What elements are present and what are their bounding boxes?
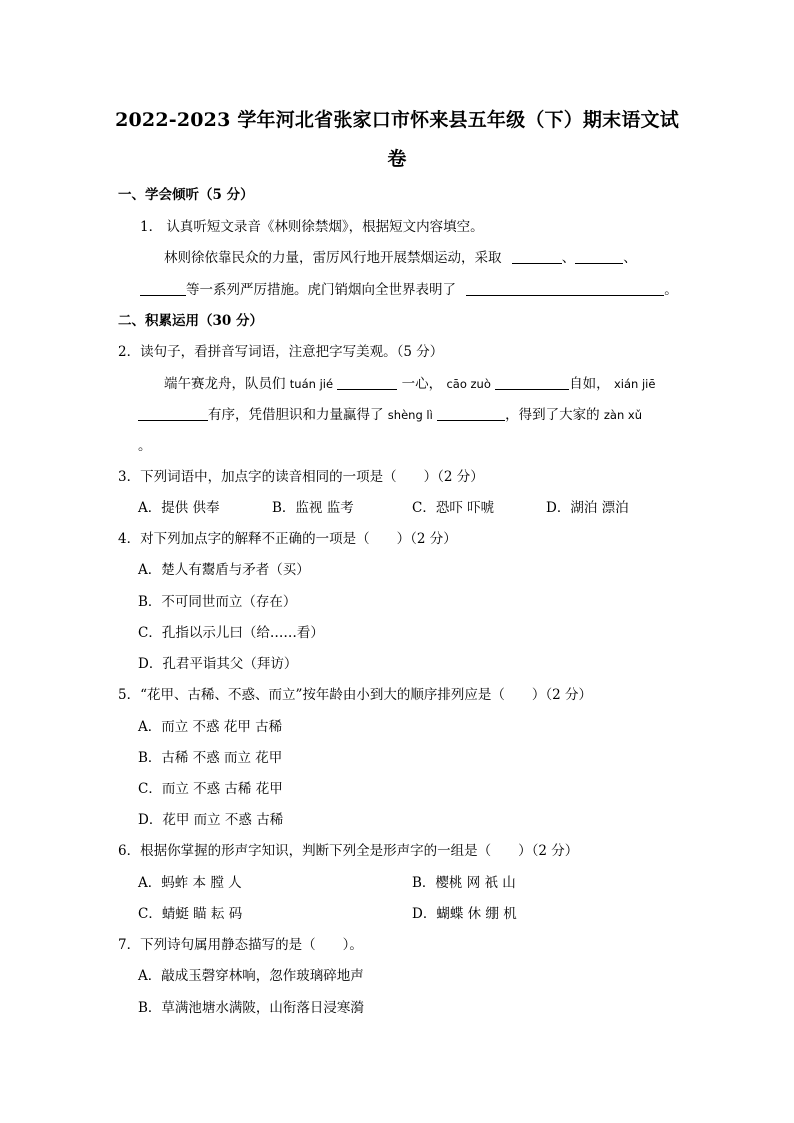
- question-6-stem: 6．根据你掌握的形声字知识，判断下列全是形声字的一组是（ ）（2 分）: [118, 843, 579, 859]
- sentence-text: 端午赛龙舟，队员们: [164, 376, 286, 392]
- answer-blank[interactable]: [512, 249, 562, 264]
- question-2-stem: 2．读句子，看拼音写词语，注意把字写美观。（5 分）: [118, 344, 444, 360]
- sentence-text: 一心，: [401, 376, 443, 392]
- passage-text: 等一系列严厉措施。虎门销烟向全世界表明了: [186, 282, 456, 298]
- question-5-option-b[interactable]: B．古稀 不惑 而立 花甲: [138, 750, 283, 766]
- question-6-option-a[interactable]: A．蚂蚱 本 膛 人: [138, 875, 242, 891]
- separator: 、: [623, 250, 637, 266]
- question-3-option-b[interactable]: B．监视 监考: [272, 500, 354, 516]
- question-6-option-c[interactable]: C．蜻蜓 瞄 耘 码: [138, 906, 243, 922]
- answer-blank[interactable]: [138, 406, 208, 421]
- section-accumulation-heading: 二、积累运用（30 分）: [118, 313, 263, 329]
- question-7-stem: 7．下列诗句属用静态描写的是（ ）。: [118, 937, 363, 953]
- exam-title-line2: 卷: [387, 148, 407, 170]
- separator: 、: [561, 250, 576, 266]
- sentence-text: 自如，: [569, 376, 610, 392]
- answer-blank[interactable]: [466, 281, 664, 296]
- question-6-option-b[interactable]: B．樱桃 网 祇 山: [412, 875, 516, 891]
- question-7-option-a[interactable]: A．敲成玉磬穿林响，忽作玻璃碎地声: [138, 968, 364, 984]
- question-4-stem: 4．对下列加点字的解释不正确的一项是（ ）（2 分）: [118, 531, 457, 547]
- exam-title-line1: 2022-2023 学年河北省张家口市怀来县五年级（下）期末语文试: [115, 109, 679, 131]
- question-7-option-b[interactable]: B．草满池塘水满陂，山衔落日浸寒漪: [138, 1000, 364, 1016]
- answer-blank[interactable]: [337, 375, 397, 390]
- question-4-option-d[interactable]: D．孔君平诣其父（拜访）: [138, 656, 298, 672]
- question-4-option-a[interactable]: A．楚人有鬻盾与矛者（买）: [138, 562, 310, 578]
- question-2-line2: [138, 406, 642, 424]
- question-4-option-c[interactable]: C．孔指以示儿曰（给……看）: [138, 625, 324, 641]
- answer-blank[interactable]: [437, 406, 505, 421]
- question-4-option-b[interactable]: B．不可同世而立（存在）: [138, 594, 297, 610]
- section-listening-heading: 一、学会倾听（5 分）: [118, 187, 254, 203]
- question-1-stem: 1． 认真听短文录音《林则徐禁烟》，根据短文内容填空。: [140, 219, 484, 235]
- answer-blank[interactable]: [495, 375, 569, 390]
- question-3-option-d[interactable]: D．湖泊 漂泊: [546, 500, 629, 516]
- question-3-option-c[interactable]: C．恐吓 吓唬: [412, 500, 495, 516]
- pinyin: xián jiē: [613, 377, 656, 391]
- question-5-option-d[interactable]: D．花甲 而立 不惑 古稀: [138, 812, 284, 828]
- question-1-passage-line1: [164, 249, 637, 267]
- passage-text: 林则徐依靠民众的力量，雷厉风行地开展禁烟运动，采取: [164, 250, 502, 266]
- question-6-option-d[interactable]: D．蝴蝶 休 绷 机: [412, 906, 517, 922]
- question-5-option-a[interactable]: A．而立 不惑 花甲 古稀: [138, 719, 283, 735]
- pinyin: cāo zuò: [446, 377, 491, 391]
- pinyin: shèng lì: [387, 408, 433, 422]
- question-2-line3: 。: [138, 438, 152, 454]
- question-1-passage-line2: [140, 281, 678, 299]
- question-5-stem: 5．“花甲、古稀、不惑、而立”按年龄由小到大的顺序排列应是（ ）（2 分）: [118, 687, 593, 703]
- pinyin: tuán jié: [289, 377, 334, 391]
- sentence-text: 有序，凭借胆识和力量赢得了: [208, 407, 384, 423]
- sentence-text: ，得到了大家的: [505, 407, 600, 423]
- answer-blank[interactable]: [575, 249, 623, 264]
- pinyin: zàn xǔ: [603, 408, 643, 422]
- period: 。: [664, 282, 678, 298]
- question-3-stem: 3．下列词语中，加点字的读音相同的一项是（ ）（2 分）: [118, 469, 484, 485]
- question-5-option-c[interactable]: C．而立 不惑 古稀 花甲: [138, 781, 283, 797]
- question-2-line1: [164, 375, 655, 393]
- question-3-option-a[interactable]: A．提供 供奉: [138, 500, 220, 516]
- answer-blank[interactable]: [140, 281, 186, 296]
